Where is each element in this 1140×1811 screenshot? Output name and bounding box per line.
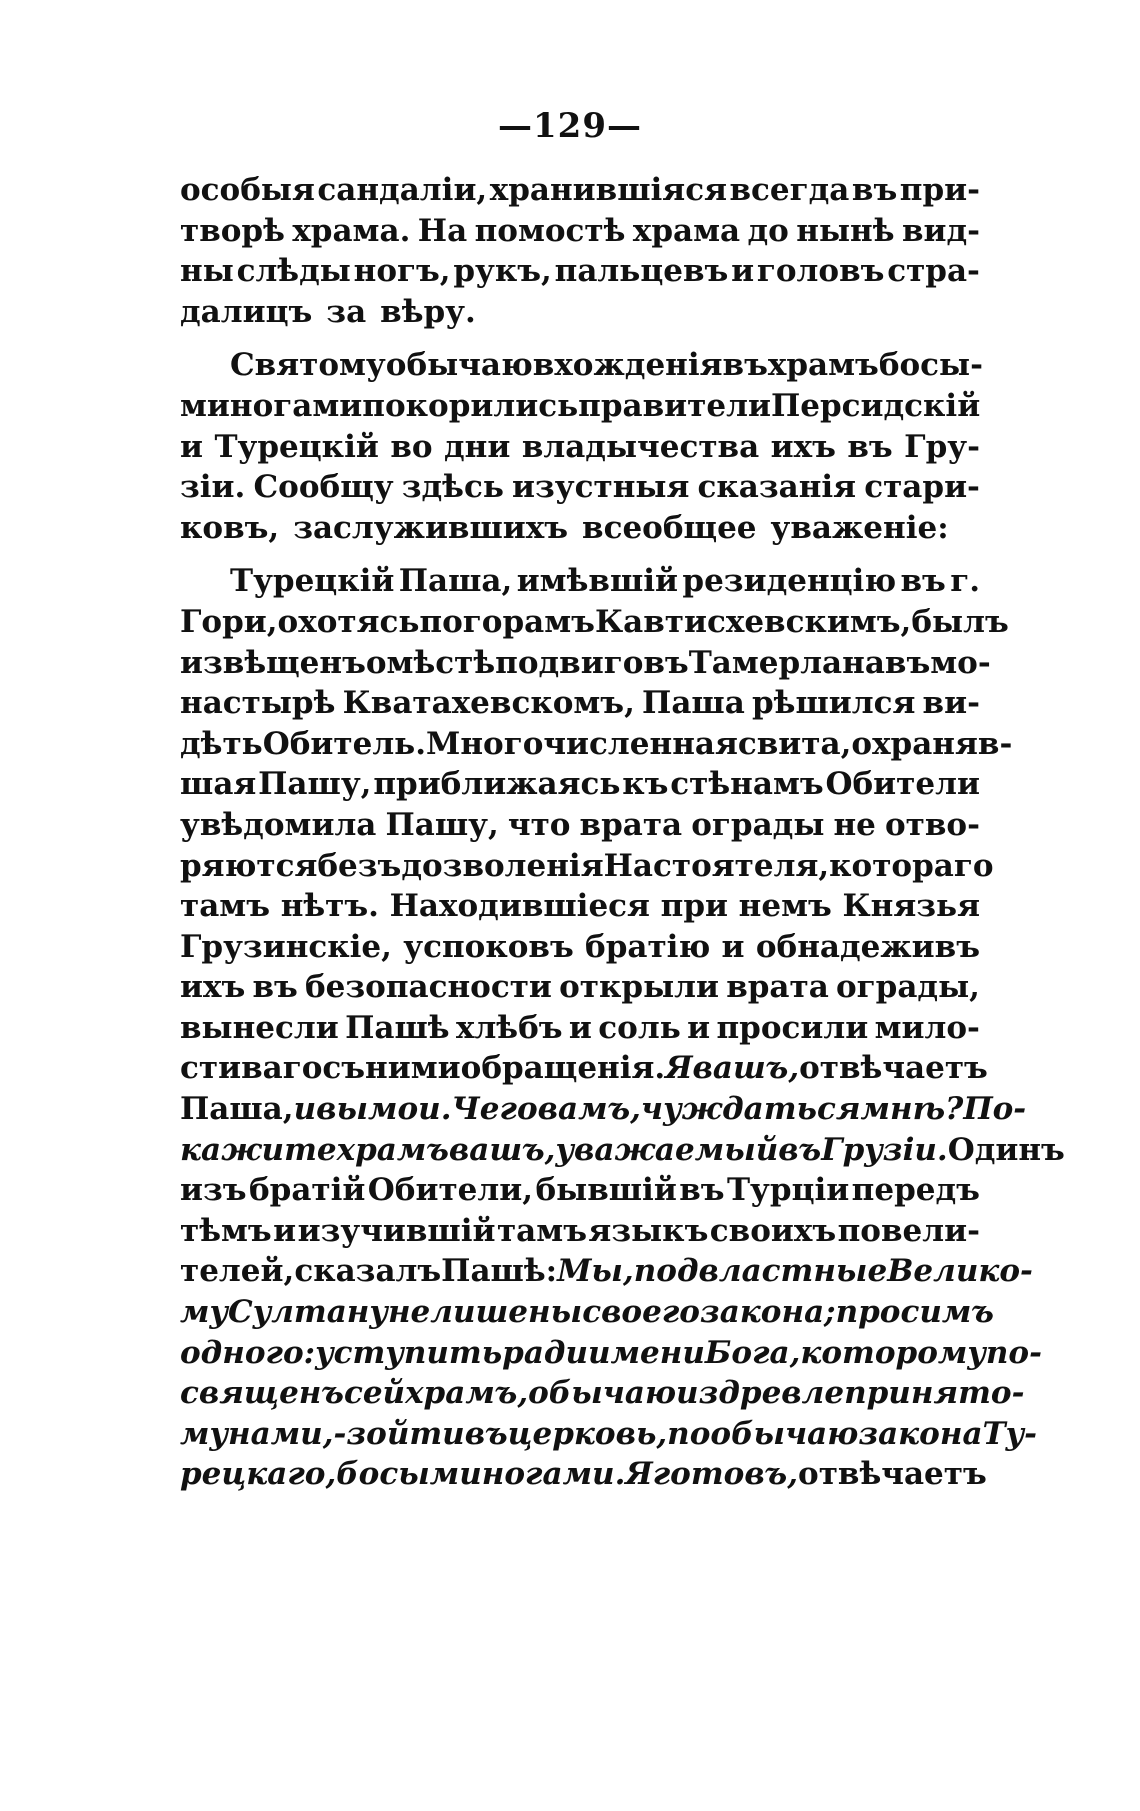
text-word: одного: — [180, 1334, 316, 1371]
text-word: головъ — [756, 253, 885, 290]
text-word: въ — [900, 563, 946, 600]
text-word: немъ — [738, 888, 832, 925]
text-word: ради — [502, 1334, 589, 1371]
text-word: не — [833, 806, 876, 843]
text-word: увѣдомила — [180, 806, 377, 843]
text-line — [180, 643, 991, 684]
text-word: особыя — [180, 172, 315, 208]
text-word: вашъ, — [692, 1050, 800, 1087]
text-line — [180, 1333, 1042, 1374]
text-line — [180, 1008, 980, 1049]
text-word: помостѣ — [474, 212, 626, 249]
text-line — [180, 508, 980, 549]
text-word: настырѣ — [180, 685, 336, 722]
text-word: Пашу, — [385, 806, 499, 843]
text-word: по — [419, 603, 463, 640]
text-line — [180, 1130, 1065, 1171]
text-word: издревле — [676, 1375, 845, 1412]
text-word: до — [747, 212, 789, 249]
text-word: не — [387, 1294, 431, 1331]
text-word: заслужившихъ — [293, 509, 569, 546]
text-word: храмъ — [767, 347, 879, 384]
text-word: въ — [884, 644, 931, 681]
text-word: приближаясь — [373, 766, 621, 803]
text-word: изучившій — [297, 1212, 496, 1249]
text-word: горамъ — [462, 603, 595, 640]
text-word: повели- — [837, 1212, 980, 1249]
text-word: мнѣ? — [860, 1091, 964, 1128]
text-word: и — [721, 928, 745, 965]
text-word: Я — [625, 1456, 653, 1493]
text-word: босы- — [878, 347, 983, 384]
text-word: рукъ, — [453, 253, 552, 290]
text-word: по- — [985, 1334, 1042, 1371]
text-line — [180, 927, 980, 968]
text-word: Тамерлана — [688, 644, 885, 681]
text-word: ногами. — [481, 1456, 626, 1493]
text-word: Кватахевскомъ, — [342, 685, 635, 722]
text-line — [180, 1251, 1033, 1292]
text-word: успоковъ — [403, 928, 574, 965]
text-word: ны — [180, 253, 234, 290]
text-word: мо- — [930, 644, 991, 681]
text-line — [180, 1373, 1025, 1414]
text-word: вхожденія — [532, 347, 723, 384]
text-word: врата — [726, 969, 829, 1006]
text-line — [180, 386, 980, 427]
text-word: что — [507, 806, 571, 843]
text-line — [180, 561, 980, 602]
text-line — [180, 1048, 988, 1089]
text-line — [180, 251, 980, 292]
text-word: Сообщу — [253, 469, 394, 506]
text-word: Турціи — [726, 1172, 850, 1209]
text-line — [180, 764, 980, 805]
text-word: Паша, — [398, 563, 513, 600]
text-word: храмъ, — [405, 1375, 529, 1412]
text-word: ми — [180, 387, 230, 424]
text-word: съ — [322, 1050, 366, 1087]
text-word: стиваго — [180, 1050, 323, 1087]
text-word: закона; — [699, 1294, 836, 1331]
text-word: Многочисленная — [426, 725, 738, 762]
text-word: вашъ,уважаемый — [448, 1131, 779, 1168]
text-line — [180, 602, 1009, 643]
text-word: братію — [585, 928, 711, 965]
text-word: отво- — [884, 806, 980, 843]
text-line — [180, 967, 980, 1008]
text-word: Бога,которому — [704, 1334, 986, 1371]
text-word: свита, — [737, 725, 852, 762]
text-word: Пашѣ: — [441, 1253, 558, 1290]
text-line — [180, 1170, 980, 1211]
text-line — [180, 846, 994, 887]
text-line — [180, 292, 980, 333]
text-word: лишены — [430, 1294, 583, 1331]
text-word: зіи. — [180, 469, 246, 506]
text-word: и — [568, 1009, 592, 1046]
text-word: къ — [622, 766, 669, 803]
text-word: Турецкій — [214, 428, 379, 465]
text-line — [180, 1414, 1038, 1455]
text-word: во — [390, 428, 433, 465]
text-word: стари- — [864, 469, 980, 506]
text-word: Грузіи. — [821, 1131, 948, 1168]
text-word: На — [417, 212, 468, 249]
text-word: рецкаго, — [180, 1456, 337, 1493]
text-word: тамъ — [180, 888, 271, 925]
text-word: вынесли — [180, 1009, 339, 1046]
text-line — [180, 724, 1013, 765]
text-word: закона — [858, 1415, 983, 1452]
text-word: и — [180, 428, 203, 465]
text-word: стѣнамъ — [670, 766, 824, 803]
text-word: въ — [679, 1172, 725, 1209]
text-word: пальцевъ — [554, 253, 729, 290]
text-word: Велико- — [887, 1253, 1033, 1290]
text-line — [180, 886, 980, 927]
text-word: мило- — [874, 1009, 980, 1046]
text-word: му — [180, 1415, 229, 1452]
text-word: соль — [598, 1009, 681, 1046]
text-word: вид- — [901, 212, 980, 249]
text-word: отвѣчаетъ — [799, 1050, 988, 1087]
text-word: Ту- — [982, 1415, 1038, 1452]
text-word: подвиговъ — [495, 644, 689, 681]
text-word: Обители — [825, 766, 980, 803]
text-word: стра- — [887, 253, 980, 290]
text-line — [180, 683, 980, 724]
text-word: обычаю — [710, 1415, 859, 1452]
body-text — [180, 170, 1065, 1495]
text-word: ковъ, — [180, 509, 280, 546]
text-word: и — [731, 253, 755, 290]
text-word: Одинъ — [947, 1131, 1065, 1168]
text-word: всегда — [729, 172, 850, 208]
text-word: ихъ — [180, 969, 246, 1006]
text-word: языкъ — [588, 1212, 709, 1249]
text-word: обращенія. — [460, 1050, 666, 1087]
text-word: му — [180, 1294, 229, 1331]
text-word: врата — [579, 806, 683, 843]
text-word: Гру- — [904, 428, 980, 465]
text-word: о — [365, 644, 387, 681]
text-word: слѣды — [236, 253, 351, 290]
text-word: ряются — [180, 847, 318, 884]
text-word: просимъ — [835, 1294, 994, 1331]
text-word: покорились — [362, 387, 579, 424]
text-line — [180, 1089, 1027, 1130]
text-word: и — [687, 1009, 711, 1046]
text-word: обычаю — [528, 1375, 677, 1412]
text-word: сей — [343, 1375, 406, 1412]
text-word: По- — [963, 1091, 1027, 1128]
text-word: обычаю — [385, 347, 533, 384]
text-word: просили — [716, 1009, 869, 1046]
text-word: Я — [665, 1050, 693, 1087]
text-word: имени — [588, 1334, 705, 1371]
text-word: дозволенія — [401, 847, 604, 884]
text-word: мои. — [368, 1091, 452, 1128]
text-word: нѣтъ. — [280, 888, 379, 925]
page-number: —129— — [498, 106, 642, 146]
text-word: храма — [632, 212, 741, 249]
text-word: за — [326, 293, 367, 330]
text-word: безопасности — [304, 969, 552, 1006]
text-word: вѣру. — [380, 293, 476, 330]
text-word: ви- — [922, 685, 980, 722]
text-word: въ — [847, 428, 893, 465]
text-word: при — [660, 888, 728, 925]
text-word: ногъ, — [353, 253, 451, 290]
text-word: Турецкій — [230, 563, 395, 600]
text-word: котораго — [829, 847, 994, 884]
text-word: церковь,по — [507, 1415, 711, 1452]
text-word: отвѣчаетъ — [798, 1456, 987, 1493]
text-word: правители — [578, 387, 771, 424]
text-line — [180, 211, 980, 252]
text-word: кажите — [180, 1131, 337, 1168]
text-word: принято- — [844, 1375, 1025, 1412]
text-word: тамъ — [496, 1212, 587, 1249]
text-word: вамъ, — [537, 1091, 641, 1128]
text-word: и — [293, 1091, 317, 1128]
text-word: въ — [778, 1131, 822, 1168]
text-word: въ — [722, 347, 768, 384]
text-word: сказалъ — [294, 1253, 442, 1290]
text-word: своего — [582, 1294, 700, 1331]
text-word: Кавтисхевскимъ, — [594, 603, 912, 640]
text-line — [180, 1211, 980, 1252]
text-word: нами,-зойти — [228, 1415, 465, 1452]
text-word: подвластные — [633, 1253, 888, 1290]
text-word: ограды — [691, 806, 825, 843]
text-word: бывшій — [535, 1172, 677, 1209]
text-word: уваженіе: — [770, 509, 949, 546]
text-word: Обители, — [367, 1172, 534, 1209]
text-word: ихъ — [770, 428, 836, 465]
text-word: храмъ — [336, 1131, 449, 1168]
text-word: въ — [851, 172, 898, 208]
text-word: Настоятеля, — [603, 847, 830, 884]
text-word: сказанія — [697, 469, 857, 506]
text-line — [180, 345, 983, 386]
text-word: Святому — [230, 347, 386, 384]
text-word: Грузинскіе, — [180, 928, 392, 965]
text-word: Пашѣ — [345, 1009, 450, 1046]
text-word: нынѣ — [796, 212, 895, 249]
text-word: Персидскій — [770, 387, 981, 424]
text-word: готовъ, — [652, 1456, 799, 1493]
text-word: безъ — [317, 847, 402, 884]
text-line — [180, 170, 980, 211]
text-word: извѣщенъ — [180, 644, 366, 681]
text-word: творѣ — [180, 212, 285, 249]
text-word: ногами — [229, 387, 363, 424]
text-line — [180, 467, 980, 508]
text-word: рѣшился — [751, 685, 916, 722]
text-word: имѣвшій — [516, 563, 679, 600]
text-word: хранившіяся — [489, 172, 727, 208]
text-word: Паша, — [180, 1091, 294, 1128]
text-word: при- — [899, 172, 980, 208]
text-word: изустныя — [512, 469, 690, 506]
text-word: ограды, — [835, 969, 980, 1006]
text-word: уступить — [315, 1334, 503, 1371]
text-word: братій — [248, 1172, 366, 1209]
text-word: дѣть — [180, 725, 263, 762]
text-word: шая — [180, 766, 257, 803]
text-word: былъ — [911, 603, 1009, 640]
text-word: хлѣбъ — [455, 1009, 563, 1046]
text-word: дни — [444, 428, 511, 465]
text-word: резиденцію — [682, 563, 897, 600]
text-word: открыли — [559, 969, 719, 1006]
text-word: сандаліи, — [317, 172, 488, 208]
text-word: телей, — [180, 1253, 295, 1290]
text-word: Находившіеся — [389, 888, 650, 925]
text-word: Обитель. — [262, 725, 427, 762]
text-word: передъ — [851, 1172, 980, 1209]
text-word: Князья — [842, 888, 980, 925]
text-word: изъ — [180, 1172, 247, 1209]
text-word: своихъ — [709, 1212, 837, 1249]
text-word: Чего — [451, 1091, 538, 1128]
text-line — [180, 1292, 994, 1333]
text-word: обнадеживъ — [755, 928, 980, 965]
text-word: Мы, — [557, 1253, 634, 1290]
text-word: вы — [316, 1091, 369, 1128]
text-word: чуждаться — [640, 1091, 861, 1128]
text-word: всеобщее — [582, 509, 757, 546]
text-word: въ — [252, 969, 298, 1006]
text-word: Пашу, — [258, 766, 372, 803]
text-word: Гори,охотясь — [180, 603, 420, 640]
text-word: охраняв- — [851, 725, 1013, 762]
text-word: въ — [464, 1415, 508, 1452]
text-line — [180, 805, 980, 846]
text-word: босыми — [336, 1456, 482, 1493]
text-word: Султану — [228, 1294, 388, 1331]
text-word: ними — [365, 1050, 461, 1087]
text-word: далицъ — [180, 293, 313, 330]
text-line — [180, 427, 980, 468]
text-word: и — [273, 1212, 297, 1249]
text-word: тѣмъ — [180, 1212, 272, 1249]
text-line — [180, 1454, 987, 1495]
text-word: здѣсь — [401, 469, 504, 506]
text-word: г. — [950, 563, 980, 600]
text-word: мѣстѣ — [386, 644, 496, 681]
text-word: владычества — [521, 428, 760, 465]
text-word: храма. — [292, 212, 411, 249]
text-word: Паша — [642, 685, 745, 722]
text-word: священъ — [180, 1375, 344, 1412]
